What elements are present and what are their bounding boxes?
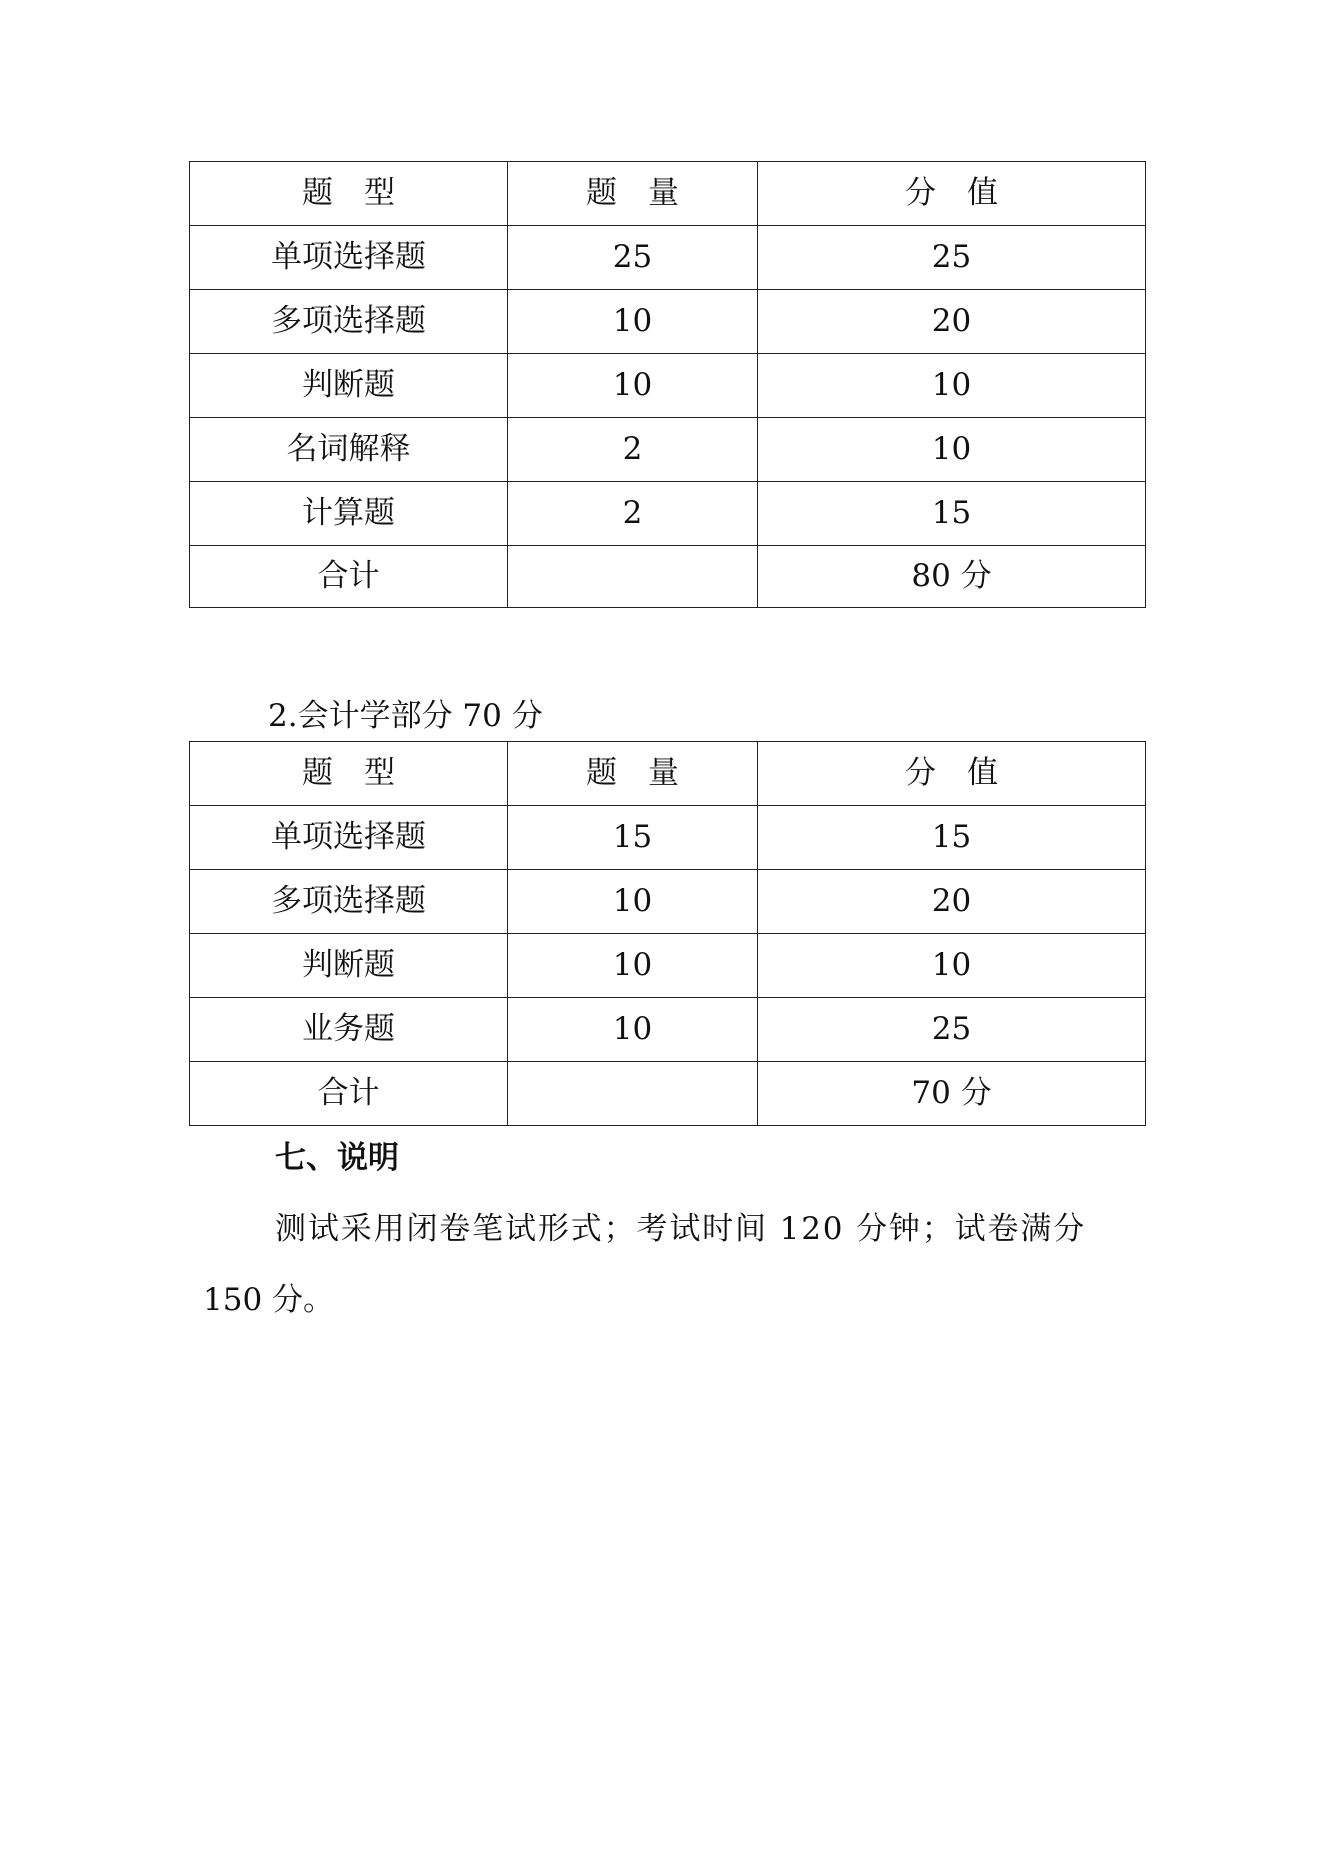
table-total-row xyxy=(190,546,1146,608)
cell-type: 业务题 xyxy=(190,998,508,1062)
paragraph-line: 150 分。 xyxy=(203,1282,335,1318)
header-cell-type: 题 型 xyxy=(190,742,508,806)
table-row xyxy=(190,418,1146,482)
table-row xyxy=(190,354,1146,418)
paragraph-line: 测试采用闭卷笔试形式；考试时间 120 分钟；试卷满分 xyxy=(275,1211,1087,1247)
cell-score: 15 xyxy=(758,806,1146,870)
cell-count: 10 xyxy=(508,290,758,354)
cell-score: 25 xyxy=(758,998,1146,1062)
cell-score: 20 xyxy=(758,290,1146,354)
table-row xyxy=(190,998,1146,1062)
cell-count: 10 xyxy=(508,354,758,418)
cell-type: 名词解释 xyxy=(190,418,508,482)
cell-count: 15 xyxy=(508,806,758,870)
cell-count: 10 xyxy=(508,934,758,998)
header-cell-score: 分 值 xyxy=(758,162,1146,226)
cell-count xyxy=(508,546,758,608)
table-2-caption: 2.会计学部分 70 分 xyxy=(268,698,543,734)
cell-count: 2 xyxy=(508,418,758,482)
cell-type: 多项选择题 xyxy=(190,290,508,354)
cell-count xyxy=(508,1062,758,1126)
cell-type: 计算题 xyxy=(190,482,508,546)
table-row xyxy=(190,934,1146,998)
table-row xyxy=(190,226,1146,290)
score-table-1 xyxy=(189,161,1146,608)
cell-count: 10 xyxy=(508,998,758,1062)
cell-score: 10 xyxy=(758,354,1146,418)
cell-type: 判断题 xyxy=(190,934,508,998)
table-row xyxy=(190,290,1146,354)
cell-type: 合计 xyxy=(190,546,508,608)
header-cell-type: 题 型 xyxy=(190,162,508,226)
section-heading: 七、说明 xyxy=(275,1140,399,1176)
table-row xyxy=(190,806,1146,870)
cell-type: 单项选择题 xyxy=(190,806,508,870)
cell-score: 10 xyxy=(758,418,1146,482)
cell-type: 合计 xyxy=(190,1062,508,1126)
cell-count: 10 xyxy=(508,870,758,934)
cell-count: 2 xyxy=(508,482,758,546)
header-cell-score: 分 值 xyxy=(758,742,1146,806)
table-header-row xyxy=(190,162,1146,226)
header-cell-count: 题 量 xyxy=(508,742,758,806)
table-header-row xyxy=(190,742,1146,806)
table-row xyxy=(190,482,1146,546)
table-total-row xyxy=(190,1062,1146,1126)
cell-score: 10 xyxy=(758,934,1146,998)
score-table-2 xyxy=(189,741,1146,1126)
cell-type: 判断题 xyxy=(190,354,508,418)
cell-type: 多项选择题 xyxy=(190,870,508,934)
cell-score: 70 分 xyxy=(758,1062,1146,1126)
cell-score: 20 xyxy=(758,870,1146,934)
header-cell-count: 题 量 xyxy=(508,162,758,226)
cell-type: 单项选择题 xyxy=(190,226,508,290)
cell-score: 80 分 xyxy=(758,546,1146,608)
cell-score: 15 xyxy=(758,482,1146,546)
cell-score: 25 xyxy=(758,226,1146,290)
table-row xyxy=(190,870,1146,934)
cell-count: 25 xyxy=(508,226,758,290)
